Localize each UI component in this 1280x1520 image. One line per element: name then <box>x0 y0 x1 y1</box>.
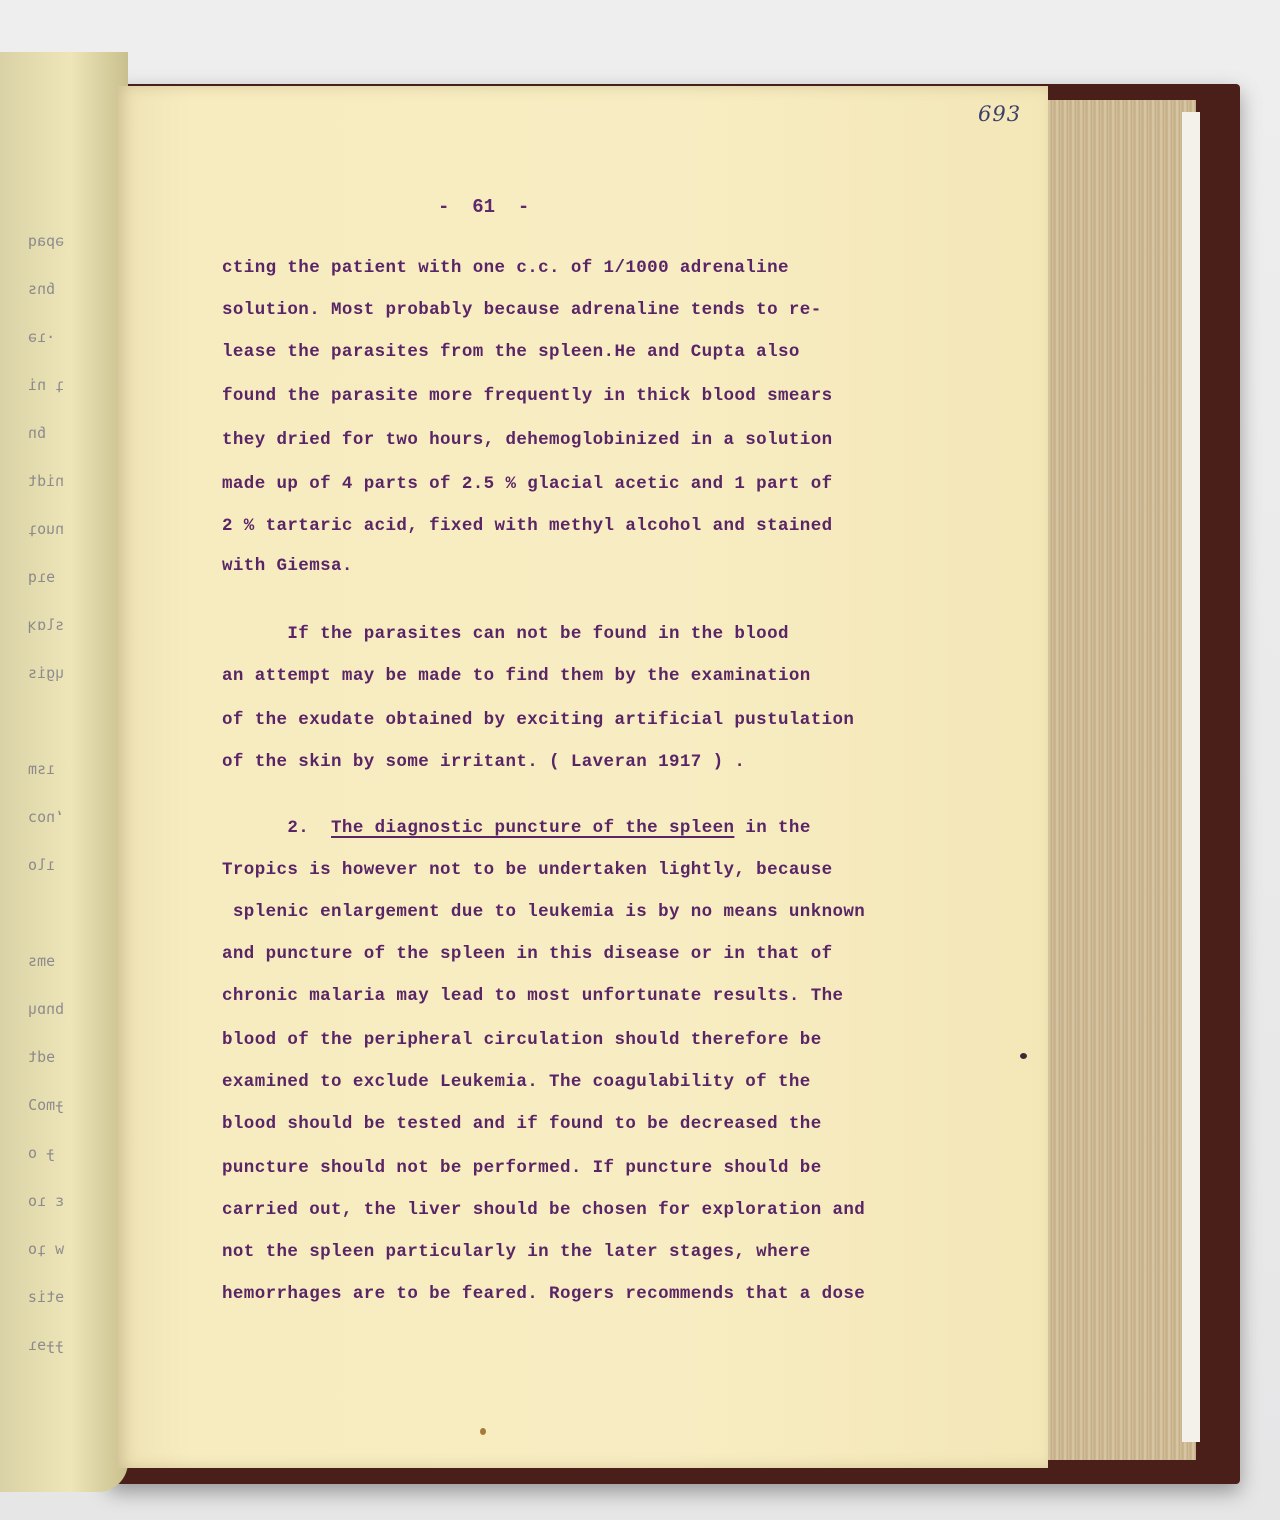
section-heading: The diagnostic puncture of the spleen <box>331 818 735 838</box>
left-page-fragment: nidt <box>28 472 65 490</box>
section-heading-line <box>222 818 811 838</box>
left-page-fragment: ɘdt <box>28 1048 56 1066</box>
left-page-fragment: ɘɿq <box>28 568 56 586</box>
left-page-fragment: ɓn <box>28 424 47 442</box>
left-page-fragment: ɛ ɿo <box>28 1192 65 1210</box>
paper-spot <box>480 1428 486 1435</box>
text-line: solution. Most probably because adrenaline tends to re- <box>222 300 822 320</box>
text-line: 2 % tartaric acid, fixed with methyl alcohol and stained <box>222 516 833 536</box>
left-page-fragment: ɟ o <box>28 1144 56 1162</box>
left-page-fragment: w ʇo <box>28 1240 65 1258</box>
left-page-fragment: slɑʞ <box>28 616 65 634</box>
text-line: with Giemsa. <box>222 556 353 576</box>
left-page-fragment: ɟmoƆ <box>28 1096 65 1114</box>
page-number: - 61 - <box>438 196 530 218</box>
text-line: carried out, the liver should be chosen for exploration and <box>222 1200 866 1220</box>
text-line: chronic malaria may lead to most unfortunate results. The <box>222 986 844 1006</box>
text-line: they dried for two hours, dehemoglobinized in a solution <box>222 430 833 450</box>
text-line: of the skin by some irritant. ( Laveran 1917 ) . <box>222 752 746 772</box>
left-facing-page <box>0 52 128 1492</box>
left-page-fragment: ɓns <box>28 280 56 298</box>
left-page-fragment: ɘms <box>28 952 56 970</box>
left-page-fragment: ɘtiƨ <box>28 1288 65 1306</box>
text-line: examined to exclude Leukemia. The coagulability of the <box>222 1072 811 1092</box>
text-line: hemorrhages are to be feared. Rogers recommends that a dose <box>222 1284 866 1304</box>
text-line: puncture should not be performed. If puncture should be <box>222 1158 822 1178</box>
text-line: and puncture of the spleen in this disease or in that of <box>222 944 833 964</box>
text-line: not the spleen particularly in the later stages, where <box>222 1242 811 1262</box>
text-line: made up of 4 parts of 2.5 % glacial acetic and 1 part of <box>222 474 833 494</box>
left-page-fragment: bnɒɥ <box>28 1000 65 1018</box>
left-page-fragment: ʇ ni <box>28 376 65 394</box>
text-line: found the parasite more frequently in thick blood smears <box>222 386 833 406</box>
left-page-fragment: nuoʇ <box>28 520 65 538</box>
left-page-fragment: ʻnoɔ <box>28 808 65 826</box>
text-line: blood should be tested and if found to be decreased the <box>222 1114 822 1134</box>
left-page-fragment: ɥgis <box>28 664 65 682</box>
text-line: Tropics is however not to be undertaken lightly, because <box>222 860 833 880</box>
left-page-fragment: ɟɟɘɿ <box>28 1336 65 1354</box>
text-line: lease the parasites from the spleen.He and Cupta also <box>222 342 800 362</box>
ink-dot <box>1020 1053 1027 1059</box>
left-page-fragment: əpaq <box>28 232 65 250</box>
text-line: blood of the peripheral circulation should therefore be <box>222 1030 822 1050</box>
text-line: an attempt may be made to find them by the examination <box>222 666 811 686</box>
section-heading-continuation: in the <box>734 818 811 838</box>
text-line: If the parasites can not be found in the blood <box>222 624 789 644</box>
text-line: of the exudate obtained by exciting artificial pustulation <box>222 710 855 730</box>
section-number: 2. <box>222 818 332 838</box>
page-block-edge-light <box>1182 112 1200 1442</box>
text-line: cting the patient with one c.c. of 1/1000 adrenaline <box>222 258 789 278</box>
left-page-fragment: ısm <box>28 760 56 778</box>
left-page-fragment: ·ɿə <box>28 328 56 346</box>
handwritten-folio-number: 693 <box>978 102 1022 126</box>
page-block-edges <box>1036 100 1196 1460</box>
text-line: splenic enlargement due to leukemia is by no means unknown <box>222 902 866 922</box>
left-page-fragment: ılo <box>28 856 56 874</box>
